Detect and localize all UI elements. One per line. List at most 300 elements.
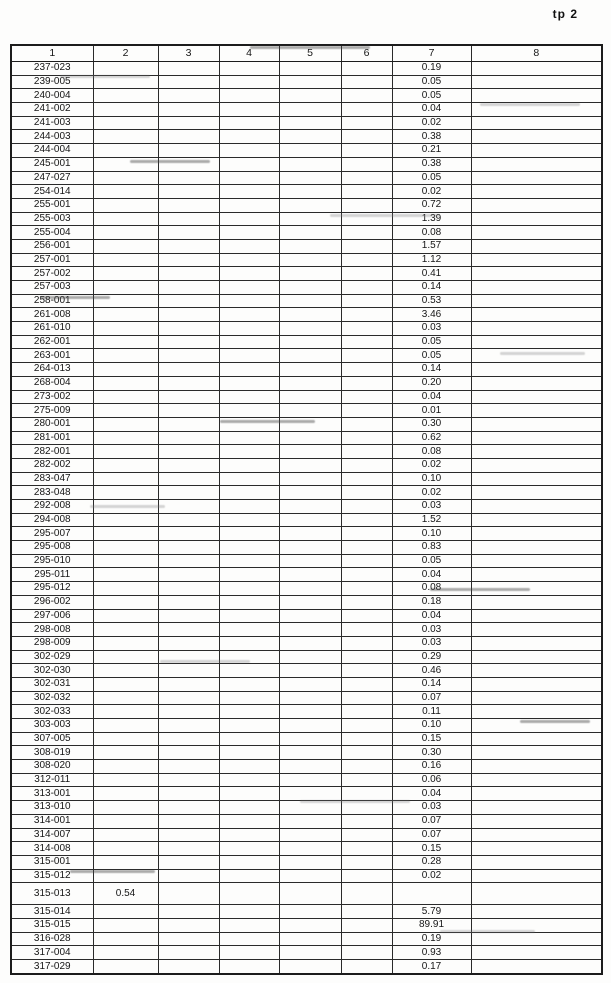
table-row [11,486,602,500]
cell-col3 [158,787,219,801]
cell-col3 [158,719,219,733]
cell-col6 [341,746,392,760]
cell-col2 [93,568,158,582]
cell-col5 [279,732,341,746]
cell-code: 315-001 [11,855,93,869]
table-row [11,691,602,705]
cell-col2 [93,404,158,418]
cell-col8 [471,267,602,281]
cell-col4 [219,513,279,527]
cell-code: 256-001 [11,239,93,253]
cell-col4 [219,869,279,883]
cell-col8 [471,828,602,842]
table-row [11,541,602,555]
cell-col6 [341,946,392,960]
cell-col5 [279,869,341,883]
cell-col3 [158,773,219,787]
cell-col7: 1.52 [392,513,471,527]
cell-col5 [279,905,341,919]
cell-col4 [219,960,279,975]
cell-col3 [158,527,219,541]
cell-col8 [471,75,602,89]
cell-col6 [341,814,392,828]
cell-col5 [279,677,341,691]
cell-code: 296-002 [11,595,93,609]
cell-col3 [158,609,219,623]
cell-col6 [341,308,392,322]
cell-col2 [93,828,158,842]
cell-col3 [158,677,219,691]
table-row [11,349,602,363]
table-row [11,62,602,76]
cell-col6 [341,431,392,445]
cell-col5 [279,116,341,130]
cell-col3 [158,842,219,856]
cell-col3 [158,500,219,514]
cell-col4 [219,404,279,418]
cell-col8 [471,144,602,158]
cell-col5 [279,376,341,390]
cell-col4 [219,650,279,664]
cell-col2 [93,349,158,363]
cell-col3 [158,62,219,76]
cell-col2 [93,185,158,199]
cell-col2 [93,431,158,445]
table-row [11,472,602,486]
cell-col4 [219,719,279,733]
cell-col7: 0.30 [392,746,471,760]
cell-col6 [341,281,392,295]
cell-col3 [158,349,219,363]
cell-col5 [279,267,341,281]
cell-col3 [158,828,219,842]
cell-col5 [279,349,341,363]
cell-col6 [341,960,392,975]
cell-col4 [219,918,279,932]
cell-col7: 0.05 [392,335,471,349]
cell-col3 [158,932,219,946]
cell-code: 302-029 [11,650,93,664]
table-row [11,960,602,975]
cell-col7: 0.04 [392,103,471,117]
cell-col7: 0.38 [392,130,471,144]
cell-col4 [219,308,279,322]
cell-col8 [471,773,602,787]
cell-col3 [158,322,219,336]
cell-code: 295-012 [11,582,93,596]
cell-col2 [93,322,158,336]
cell-col6 [341,554,392,568]
cell-code: 314-007 [11,828,93,842]
cell-col7: 0.04 [392,787,471,801]
cell-col7: 5.79 [392,905,471,919]
cell-col2 [93,500,158,514]
cell-col8 [471,157,602,171]
cell-col4 [219,103,279,117]
cell-col4 [219,582,279,596]
cell-col8 [471,486,602,500]
cell-col6 [341,486,392,500]
cell-col2 [93,691,158,705]
cell-col5 [279,62,341,76]
table-row [11,431,602,445]
cell-col2 [93,144,158,158]
cell-col7: 0.03 [392,636,471,650]
cell-col3 [158,144,219,158]
cell-col3 [158,513,219,527]
cell-code: 308-019 [11,746,93,760]
cell-code: 292-008 [11,500,93,514]
cell-col6 [341,376,392,390]
cell-col7: 0.07 [392,814,471,828]
cell-col6 [341,513,392,527]
cell-col8 [471,198,602,212]
cell-col7: 1.57 [392,239,471,253]
page-number-label: tp 2 [552,7,578,21]
cell-col8 [471,171,602,185]
cell-col5 [279,513,341,527]
cell-col5 [279,185,341,199]
cell-col3 [158,541,219,555]
table-row [11,75,602,89]
cell-col5 [279,363,341,377]
cell-col3 [158,294,219,308]
cell-code: 255-001 [11,198,93,212]
cell-col2 [93,472,158,486]
cell-col2 [93,281,158,295]
table-row [11,883,602,905]
cell-col4 [219,828,279,842]
cell-col6 [341,883,392,905]
cell-col4 [219,773,279,787]
cell-col6 [341,869,392,883]
cell-col2 [93,445,158,459]
cell-col8 [471,308,602,322]
cell-col4 [219,842,279,856]
table-row [11,103,602,117]
cell-col8 [471,376,602,390]
cell-col5 [279,760,341,774]
cell-code: 312-011 [11,773,93,787]
cell-col4 [219,116,279,130]
cell-col2 [93,760,158,774]
cell-col5 [279,705,341,719]
cell-col8 [471,801,602,815]
cell-col3 [158,458,219,472]
cell-col4 [219,363,279,377]
cell-col6 [341,541,392,555]
cell-col2 [93,677,158,691]
cell-col3 [158,650,219,664]
cell-col7: 0.05 [392,171,471,185]
cell-col7: 0.02 [392,458,471,472]
cell-col7: 0.06 [392,773,471,787]
table-row [11,842,602,856]
cell-col6 [341,226,392,240]
cell-col7: 0.17 [392,960,471,975]
table-row [11,89,602,103]
cell-col3 [158,253,219,267]
cell-col6 [341,89,392,103]
cell-col8 [471,664,602,678]
cell-col4 [219,855,279,869]
cell-col7: 0.10 [392,472,471,486]
table-row [11,226,602,240]
cell-col5 [279,253,341,267]
cell-col6 [341,390,392,404]
cell-col5 [279,226,341,240]
cell-col4 [219,212,279,226]
cell-col5 [279,103,341,117]
cell-col8 [471,417,602,431]
cell-code: 317-004 [11,946,93,960]
table-row [11,294,602,308]
cell-col8 [471,541,602,555]
cell-col4 [219,541,279,555]
cell-col4 [219,75,279,89]
cell-col4 [219,144,279,158]
table-row [11,157,602,171]
table-row [11,253,602,267]
cell-col2 [93,623,158,637]
cell-col5 [279,932,341,946]
cell-col2 [93,513,158,527]
cell-code: 295-007 [11,527,93,541]
cell-col5 [279,541,341,555]
cell-col2 [93,75,158,89]
table-row [11,595,602,609]
table-row [11,500,602,514]
cell-col5 [279,281,341,295]
cell-col2 [93,239,158,253]
cell-code: 247-027 [11,171,93,185]
cell-col8 [471,253,602,267]
cell-col2 [93,212,158,226]
table-row [11,212,602,226]
cell-code: 244-003 [11,130,93,144]
cell-col6 [341,472,392,486]
cell-code: 314-008 [11,842,93,856]
cell-col6 [341,905,392,919]
cell-col2 [93,390,158,404]
cell-col5 [279,691,341,705]
cell-col6 [341,855,392,869]
cell-col8 [471,458,602,472]
cell-col6 [341,623,392,637]
cell-col4 [219,609,279,623]
cell-col3 [158,116,219,130]
cell-col6 [341,130,392,144]
cell-col2 [93,664,158,678]
table-row [11,281,602,295]
cell-col6 [341,157,392,171]
cell-col8 [471,116,602,130]
cell-col3 [158,281,219,295]
cell-col4 [219,801,279,815]
cell-code: 315-015 [11,918,93,932]
cell-code: 315-013 [11,883,93,905]
cell-col8 [471,732,602,746]
table-row [11,760,602,774]
table-row [11,787,602,801]
cell-col6 [341,582,392,596]
cell-col5 [279,527,341,541]
cell-col7: 0.15 [392,732,471,746]
cell-col7: 0.72 [392,198,471,212]
cell-code: 317-029 [11,960,93,975]
cell-col7: 0.03 [392,623,471,637]
cell-col3 [158,855,219,869]
cell-col4 [219,623,279,637]
cell-col2 [93,801,158,815]
cell-col4 [219,171,279,185]
cell-col6 [341,185,392,199]
cell-col3 [158,883,219,905]
cell-code: 240-004 [11,89,93,103]
cell-col4 [219,500,279,514]
table-row [11,946,602,960]
cell-col4 [219,760,279,774]
cell-code: 313-010 [11,801,93,815]
table-row [11,198,602,212]
cell-col7: 0.62 [392,431,471,445]
cell-col7: 0.03 [392,500,471,514]
table-row [11,828,602,842]
cell-col7: 0.38 [392,157,471,171]
cell-col5 [279,198,341,212]
cell-code: 255-004 [11,226,93,240]
cell-code: 245-001 [11,157,93,171]
cell-col3 [158,185,219,199]
cell-col4 [219,636,279,650]
cell-code: 295-011 [11,568,93,582]
cell-code: 294-008 [11,513,93,527]
cell-col5 [279,458,341,472]
cell-col5 [279,773,341,787]
cell-col2 [93,719,158,733]
cell-col6 [341,932,392,946]
cell-col7: 89.91 [392,918,471,932]
cell-code: 254-014 [11,185,93,199]
cell-col4 [219,568,279,582]
cell-col4 [219,883,279,905]
table-row [11,267,602,281]
table-row [11,322,602,336]
table-row [11,918,602,932]
cell-col3 [158,760,219,774]
cell-col7: 0.05 [392,554,471,568]
cell-col7: 0.93 [392,946,471,960]
cell-col8 [471,185,602,199]
cell-col3 [158,363,219,377]
cell-code: 255-003 [11,212,93,226]
cell-col5 [279,308,341,322]
cell-col6 [341,773,392,787]
cell-col2 [93,960,158,975]
cell-col4 [219,185,279,199]
cell-col6 [341,417,392,431]
cell-col8 [471,322,602,336]
cell-col8 [471,869,602,883]
cell-col3 [158,472,219,486]
cell-col3 [158,390,219,404]
cell-col8 [471,609,602,623]
cell-col5 [279,322,341,336]
header-row [11,45,602,62]
cell-col3 [158,308,219,322]
table-row [11,185,602,199]
cell-code: 302-033 [11,705,93,719]
table-row [11,677,602,691]
cell-col5 [279,719,341,733]
cell-col4 [219,239,279,253]
cell-col3 [158,732,219,746]
cell-code: 298-008 [11,623,93,637]
cell-col8 [471,650,602,664]
cell-col3 [158,814,219,828]
cell-col2 [93,582,158,596]
cell-col7: 0.08 [392,582,471,596]
cell-col4 [219,664,279,678]
cell-code: 307-005 [11,732,93,746]
cell-col4 [219,554,279,568]
cell-col2: 0.54 [93,883,158,905]
table-row [11,404,602,418]
cell-col2 [93,918,158,932]
cell-col7: 0.10 [392,719,471,733]
cell-col8 [471,500,602,514]
cell-col8 [471,883,602,905]
cell-code: 264-013 [11,363,93,377]
cell-col4 [219,349,279,363]
cell-col7: 0.14 [392,677,471,691]
cell-code: 257-003 [11,281,93,295]
table-row [11,554,602,568]
cell-col2 [93,946,158,960]
cell-col7: 0.02 [392,116,471,130]
cell-col6 [341,239,392,253]
cell-col5 [279,650,341,664]
cell-col7: 3.46 [392,308,471,322]
cell-col6 [341,828,392,842]
cell-col6 [341,458,392,472]
table-row [11,855,602,869]
cell-col4 [219,322,279,336]
cell-col7: 0.05 [392,75,471,89]
cell-col8 [471,568,602,582]
cell-col5 [279,554,341,568]
cell-col2 [93,103,158,117]
cell-col2 [93,705,158,719]
cell-code: 244-004 [11,144,93,158]
cell-col3 [158,335,219,349]
data-table-container [10,44,601,975]
cell-code: 282-001 [11,445,93,459]
cell-col5 [279,855,341,869]
cell-col5 [279,472,341,486]
cell-col2 [93,335,158,349]
cell-col5 [279,609,341,623]
cell-col8 [471,445,602,459]
cell-col7: 0.02 [392,185,471,199]
cell-col5 [279,171,341,185]
cell-code: 303-003 [11,719,93,733]
column-header-6: 6 [341,45,392,62]
cell-col8 [471,705,602,719]
cell-col2 [93,650,158,664]
cell-col6 [341,760,392,774]
cell-col8 [471,595,602,609]
